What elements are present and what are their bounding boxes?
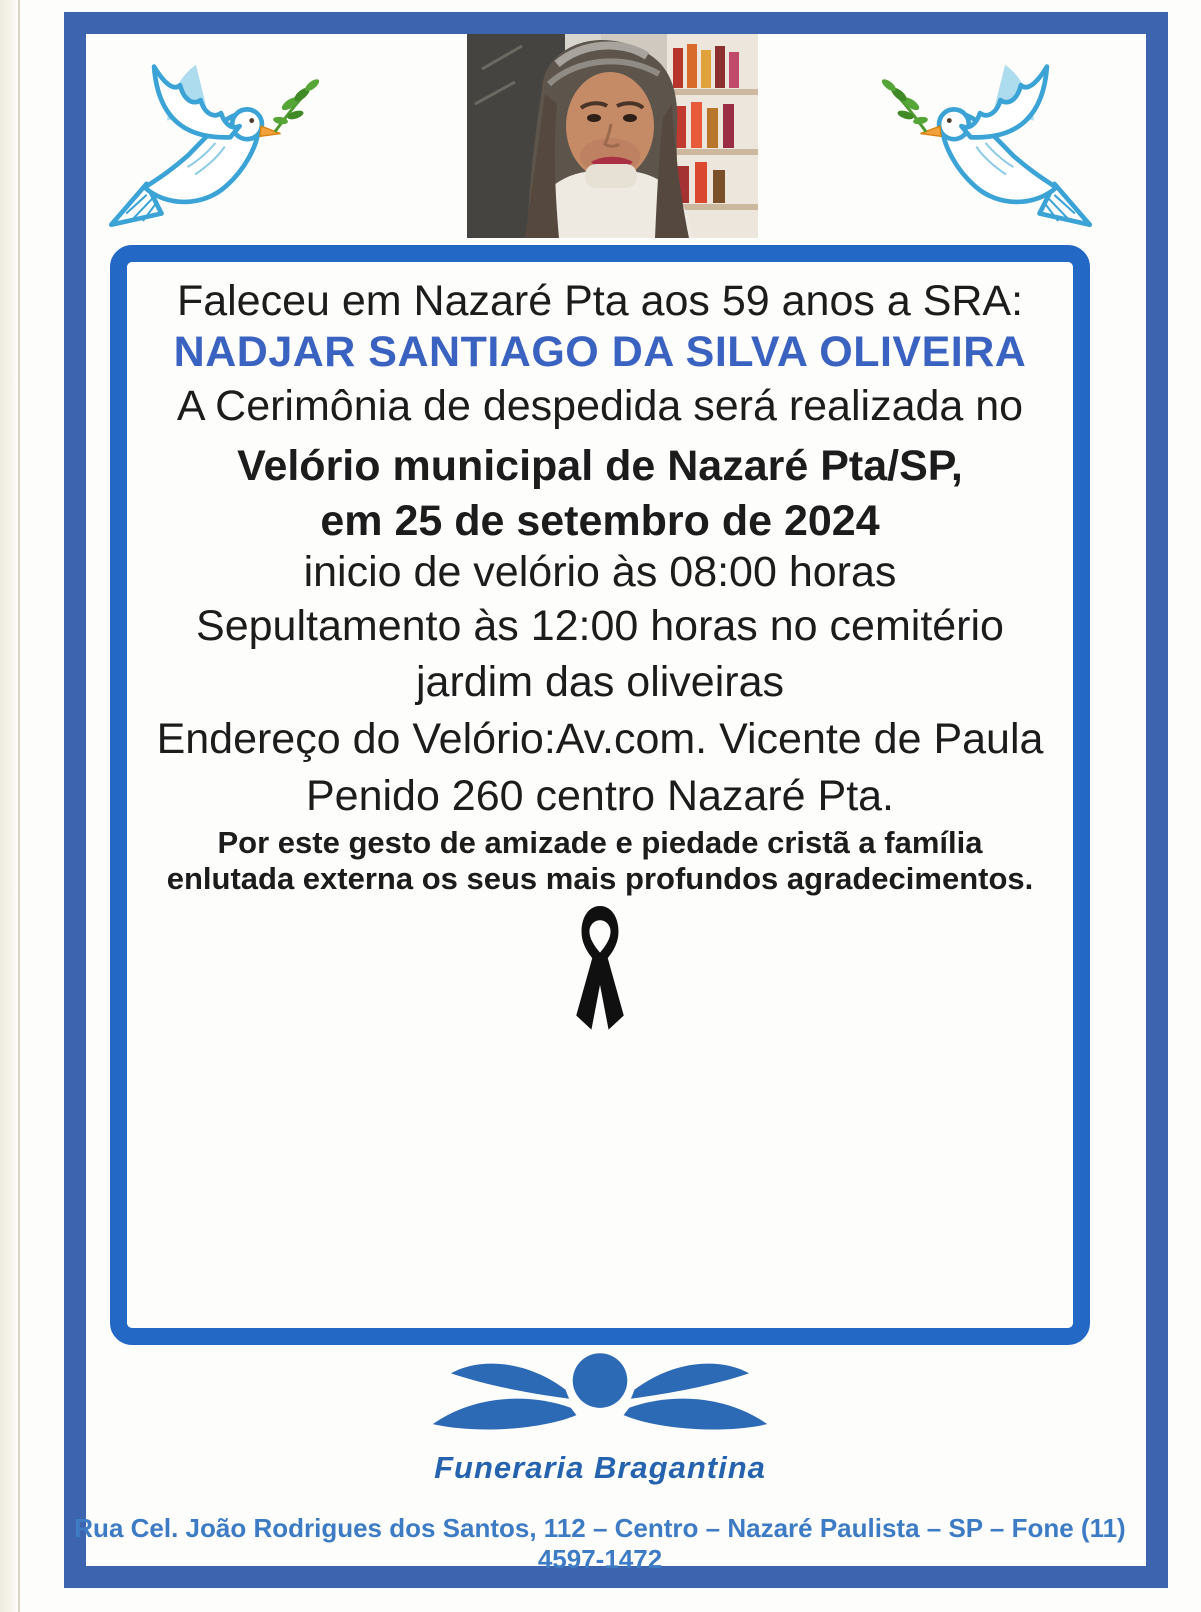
scan-edge-artifact: [0, 0, 20, 1612]
venue-address-line-1: Endereço do Velório:Av.com. Vicente de Paula: [156, 715, 1044, 764]
thanks-line-1: Por este gesto de amizade e piedade cristã a família: [217, 824, 983, 860]
wake-time: inicio de velório às 08:00 horas: [303, 547, 897, 596]
dove-right-icon: [864, 48, 1109, 234]
deceased-name: NADJAR SANTIAGO DA SILVA OLIVEIRA: [173, 327, 1027, 376]
burial-lines: [127, 598, 1073, 712]
thanks-line-2: enlutada externa os seus mais profundos agradecimentos.: [166, 861, 1034, 897]
company-name: Funeraria Bragantina: [434, 1450, 766, 1485]
venue-address-lines: [127, 711, 1073, 825]
ceremony-line-2: Velório municipal de Nazaré Pta/SP,: [237, 441, 963, 490]
funeral-home-logo: [70, 1346, 1130, 1451]
deceased-photo: [467, 34, 758, 238]
ceremony-lines: [127, 377, 1073, 496]
ceremony-date: em 25 de setembro de 2024: [320, 497, 880, 546]
burial-line-2: jardim das oliveiras: [415, 658, 785, 707]
dove-left-icon: [92, 48, 337, 234]
funeral-home-address: Rua Cel. João Rodrigues dos Santos, 112 – Centro – Nazaré Paulista – SP – Fone (11) 4597-1472: [74, 1513, 1126, 1574]
venue-address-line-2: Penido 260 centro Nazaré Pta.: [305, 771, 895, 820]
intro-line: Faleceu em Nazaré Pta aos 59 anos a SRA:: [176, 277, 1024, 325]
announcement-panel: [110, 245, 1090, 1345]
ceremony-line-1: A Cerimônia de despedida será realizada no: [176, 382, 1024, 431]
burial-line-1: Sepultamento às 12:00 horas no cemitério: [196, 601, 1004, 650]
mourning-ribbon-icon: [127, 902, 1073, 1054]
